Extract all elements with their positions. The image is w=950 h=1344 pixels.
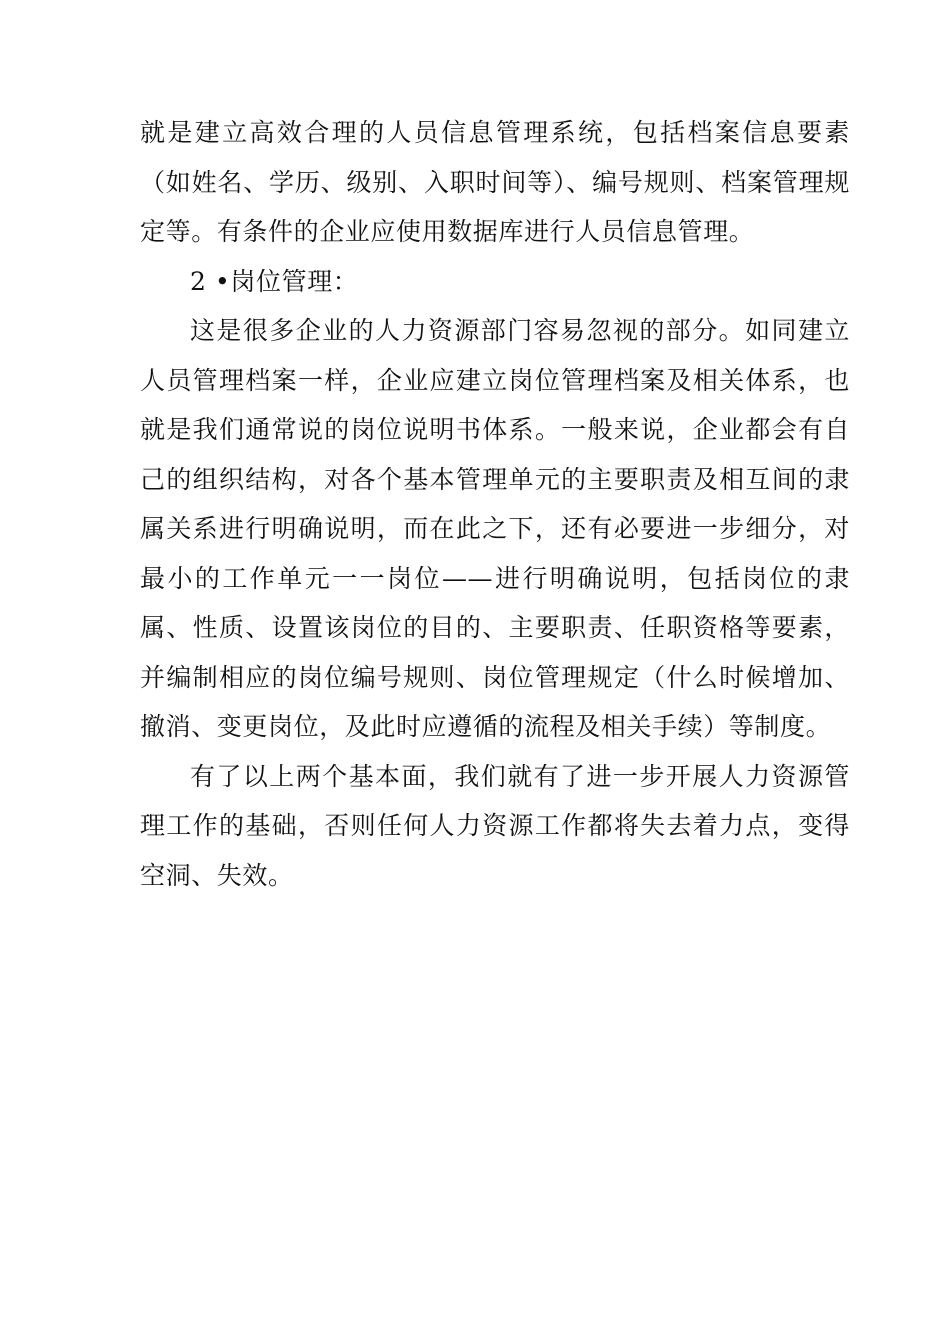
document-body — [140, 108, 850, 900]
paragraph-continuation: 就是建立高效合理的人员信息管理系统，包括档案信息要素（如姓名、学历、级别、入职时间等）、编号规则、档案管理规定等。有条件的企业应使用数据库进行人员信息管理。 — [140, 118, 850, 246]
paragraph-conclusion: 有了以上两个基本面，我们就有了进一步开展人力资源管理工作的基础，否则任何人力资源工作都将失去着力点，变得空洞、失效。 — [140, 761, 850, 890]
section-heading-position-management: 2 •岗位管理： — [190, 266, 359, 296]
paragraph-position-management: 这是很多企业的人力资源部门容易忽视的部分。如同建立人员管理档案一样，企业应建立岗位管理档案及相关体系，也就是我们通常说的岗位说明书体系。一般来说，企业都会有自己的组织结构，对各个基本管理单元的主要职责及相互间的隶属关系进行明确说明，而在此之下，还有必要进一步细分，对最小的工作单元一一岗位——进行明确说明，包括岗位的隶属、性质、设置该岗位的目的、主要职责、任职资格等要素，并编制相应的岗位编号规则、岗位管理规定（什么时候增加、撤消、变更岗位，及此时应遵循的流程及相关手续）等制度。 — [140, 316, 850, 741]
